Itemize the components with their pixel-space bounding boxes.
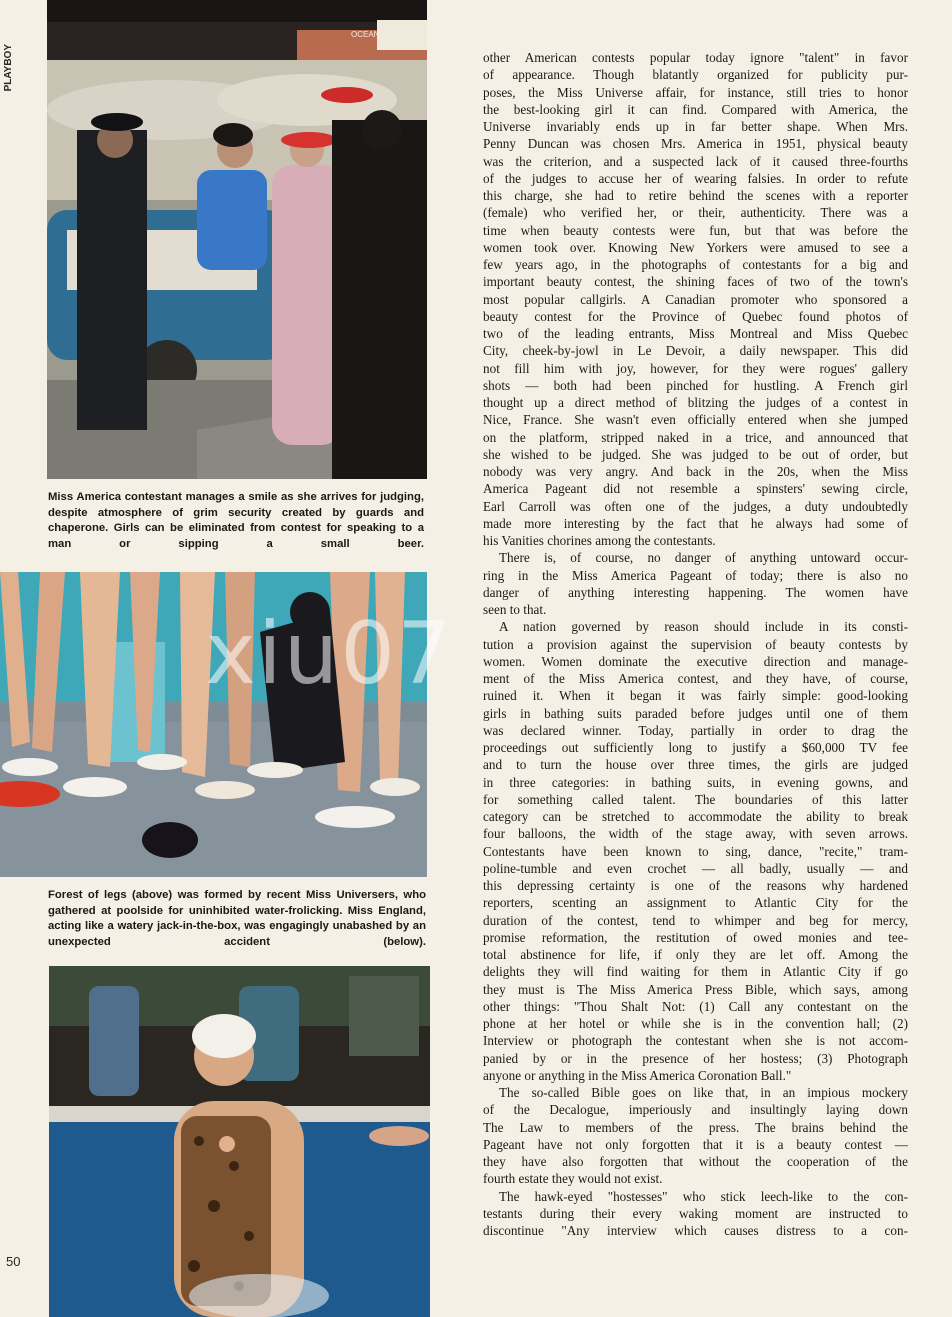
text-line: proceedings out sufficiently long to justify a $60,000 TV fee <box>483 740 908 755</box>
text-line: four balloons, the width of the stage away, with seven arrows. <box>483 826 908 842</box>
text-line: anyone or anything in the Miss America Coronation Ball." <box>483 1067 792 1083</box>
text-line: duration of the contest, tend to whimper and beg for mercy, <box>483 912 908 928</box>
text-line: few years ago, in the photographs of contestants for a big and <box>483 257 908 272</box>
text-line: of the Decalogue, imperiously and insultingly laying down <box>483 1102 908 1118</box>
text-line: his Vanities chorines among the contestants. <box>483 533 716 548</box>
text-line: reporters, scenting an assignment to Atlantic City for the <box>483 895 908 911</box>
text-line: ruined it. When it began it was fairly simple: good-looking <box>483 688 908 704</box>
text-line: this depressing certainty is one of the reasons why hardened <box>483 878 908 893</box>
street-sign-text: OCEAN <box>351 30 380 39</box>
text-line: was declared winner. Today, partially in order to drag the <box>483 722 908 738</box>
text-line: most popular callgirls. A Canadian promoter who sponsored a <box>483 291 908 307</box>
text-line: the best-looking girl it can find. Compared with America, the <box>483 101 908 117</box>
text-line: The hawk-eyed "hostesses" who stick leech-like to the con- <box>499 1188 908 1204</box>
text-line: (female) who verified her, or their, authenticity. There was a <box>483 205 908 221</box>
text-line: of appearance. Though blatantly organized for publicity pur- <box>483 67 908 83</box>
text-line: There is, of course, no danger of anything untoward occur- <box>499 550 908 566</box>
text-line: Contestants have been known to sing, dance, "recite," tram- <box>483 843 908 859</box>
text-line: seen to that. <box>483 602 547 617</box>
text-line: testants during their every waking moment are instructed to <box>483 1205 908 1221</box>
text-line: shots — both had been pinched for hustling. A French girl <box>483 377 908 393</box>
text-line: she wished to be judged. She was judged to be out of order, but <box>483 446 908 462</box>
text-line: women took over. Knowing New Yorkers were amused to see a <box>483 239 908 255</box>
text-line: poses, the Miss Universe affair, for instance, still tries to honor <box>483 84 908 100</box>
text-line: danger of anything interesting happening. The women have <box>483 584 908 600</box>
text-line: they have also forgotten that without the cooperation of the <box>483 1154 908 1169</box>
text-line: in three categories: in bathing suits, in evening gowns, and <box>483 774 908 790</box>
text-line: of the judges to accuse her of wearing falsies. In order to refute <box>483 170 908 186</box>
text-line: America Pageant did not resemble a spinsters' sewing circle, <box>483 481 908 497</box>
text-line: girls in bathing suits paraded before judges until one of them <box>483 705 908 721</box>
text-line: not fill him with joy, however, for they were rogues' gallery <box>483 360 908 376</box>
text-line: Penny Duncan was chosen Mrs. America in 1951, physical beauty <box>483 136 908 152</box>
text-line: phone at her hotel or while she is in the convention hall; (2) <box>483 1016 908 1031</box>
photo-contestant-arriving <box>47 0 427 479</box>
text-line: ring in the Miss America Pageant of today; there is also no <box>483 567 908 583</box>
text-line: category can be stretched to accommodate the ability to break <box>483 809 908 824</box>
text-line: for something called talent. The boundaries of this latter <box>483 791 908 807</box>
text-line: tution a provision against the supervision of beauty contests by <box>483 636 908 652</box>
text-line: important beauty contest, the shining faces of two of the town's <box>483 274 908 290</box>
running-head: PLAYBOY <box>3 44 14 92</box>
text-line: Universe invariably ends up in far better shape. When Mrs. <box>483 119 908 134</box>
text-line: they must is The Miss America Press Bible, which says, among <box>483 981 908 997</box>
text-line: nobody was very angry. And back in the 20s, when the Miss <box>483 464 908 479</box>
text-line: made more interesting by the fact that he always had some of <box>483 515 908 531</box>
watermark: xiu07 <box>205 604 454 704</box>
photo-caption: Miss America contestant manages a smile as she arrives for judging, despite atmosphere of grim security created by guards and chaperone. Girls can be eliminated from contest for speaking to a man or sipping a small beer. <box>48 491 424 550</box>
text-line: Nice, France. She wasn't even officially entered when she jumped <box>483 412 908 428</box>
text-line: The Law to members of the press. The brains behind the <box>483 1119 908 1135</box>
text-line: Interview or photograph the contestant when she is not accom- <box>483 1033 908 1049</box>
text-line: promise reformation, the restitution of owed monies and tee- <box>483 929 908 945</box>
page-number: 50 <box>6 1254 21 1269</box>
text-line: two of the leading entrants, Miss Montreal and Miss Quebec <box>483 326 908 341</box>
text-line: The so-called Bible goes on like that, in an impious mockery <box>499 1085 908 1100</box>
text-line: time when beauty contests were fun, but that was before the <box>483 222 908 238</box>
article-body <box>483 49 908 1239</box>
text-line: this charge, she had to retire behind the scenes with a reporter <box>483 188 908 203</box>
text-line: panied by or in the presence of her hostess; (3) Photograph <box>483 1050 908 1066</box>
text-line: other things: "Thou Shalt Not: (1) Call any contestant on the <box>483 998 908 1014</box>
text-line: delights they will find waiting for them in Atlantic City if go <box>483 964 908 980</box>
text-line: Earl Carroll was often one of the judges, a duty undoubtedly <box>483 498 908 514</box>
text-line: poline-tumble and even crochet — all badly, usually — and <box>483 860 908 876</box>
text-line: thought up a direct method of blitzing the judges of a contest in <box>483 395 908 410</box>
photo-miss-england-pool <box>49 966 430 1317</box>
text-line: beauty contest for the Province of Quebec found photos of <box>483 308 908 324</box>
text-line: City, cheek-by-jowl in Le Devoir, a daily newspaper. This did <box>483 343 908 359</box>
text-line: ment of the Miss America contest, and they have, of course, <box>483 671 908 686</box>
text-line: Pageant have not only forgotten that it is a beauty contest — <box>483 1136 908 1152</box>
text-line: on the platform, stripped naked in a trice, and announced that <box>483 429 908 445</box>
text-line: women. Women dominate the executive direction and manage- <box>483 653 908 669</box>
text-line: other American contests popular today ignore "talent" in favor <box>483 50 908 65</box>
text-line: total abstinence for life, if only they are let off. Among the <box>483 947 908 962</box>
photo-caption: Forest of legs (above) was formed by recent Miss Universers, who gathered at poolside for uninhibited water-frolicking. Miss England, acting like a watery jack-in-the-box, was engagingly unabashed by an unexpected accident (below). <box>48 889 426 948</box>
text-line: A nation governed by reason should include in its consti- <box>499 619 908 635</box>
text-line: discontinue "Any interview which causes distress to a con- <box>483 1223 908 1238</box>
text-line: fourth estate they would not exist. <box>483 1171 663 1187</box>
text-line: was the criterion, and a suspected lack of it caused three-fourths <box>483 153 908 169</box>
text-line: and to turn the house over three times, the girls are judged <box>483 757 908 773</box>
